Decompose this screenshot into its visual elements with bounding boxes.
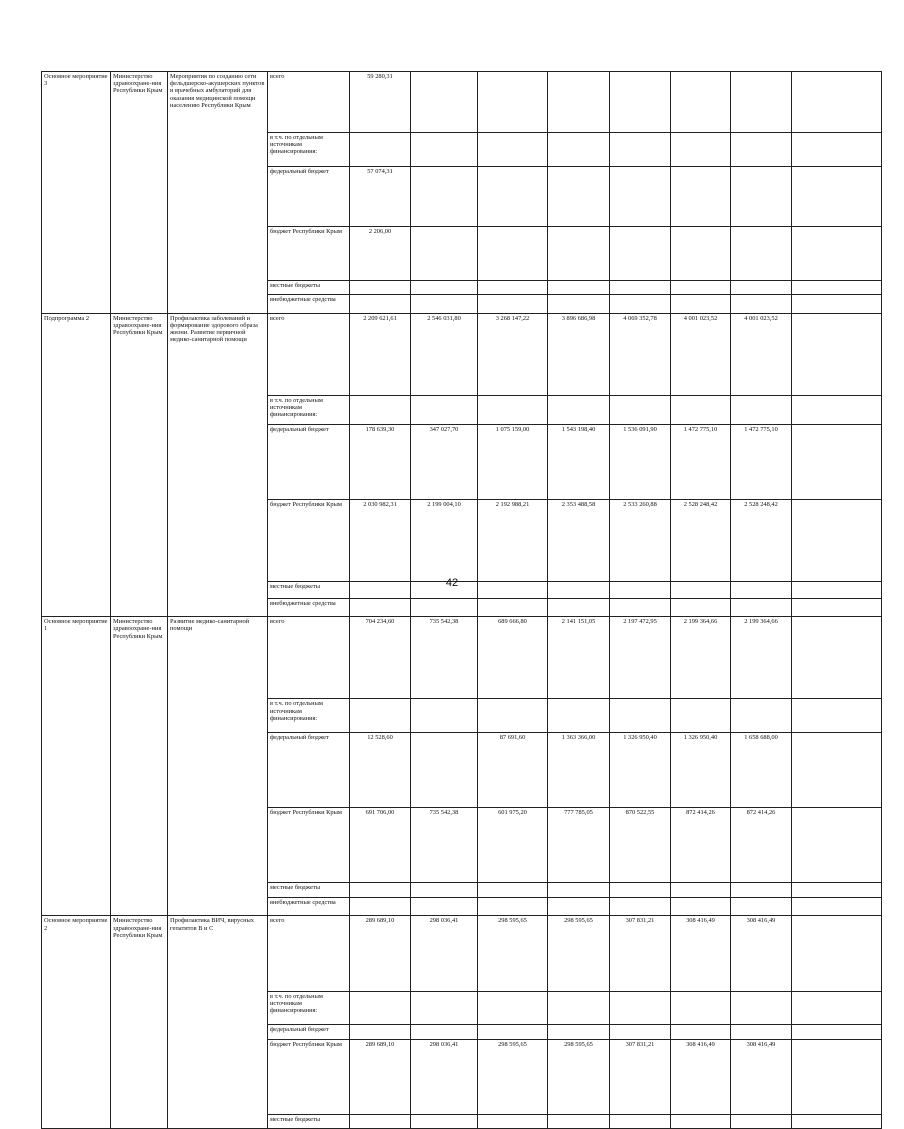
description-cell: Мероприятия по созданию сети фельдшерско-акушерских пунктов и врачебных амбулаторий для оказания медицинской помощи населению Республики Крым <box>168 72 268 314</box>
year-value-cell <box>671 280 731 294</box>
year-value-cell <box>548 72 610 133</box>
year-value-cell: 872 414,26 <box>671 808 731 883</box>
document-page <box>41 71 881 1123</box>
year-value-cell: 2 528 248,42 <box>671 499 731 581</box>
year-value-cell: 2 209 621,61 <box>350 313 411 395</box>
year-value-cell: 777 785,05 <box>548 808 610 883</box>
year-value-cell: 298 595,65 <box>478 916 548 991</box>
year-value-cell <box>792 808 882 883</box>
year-value-cell <box>478 166 548 227</box>
year-value-cell: 1 472 775,10 <box>731 424 792 499</box>
funding-source-cell: федеральный бюджет <box>268 1024 350 1039</box>
year-value-cell <box>731 280 792 294</box>
year-value-cell: 298 595,65 <box>478 1039 548 1114</box>
year-value-cell <box>792 1024 882 1039</box>
year-value-cell: 704 234,60 <box>350 617 411 699</box>
table-body <box>42 72 882 1129</box>
year-value-cell <box>350 294 411 313</box>
funding-source-cell: в т.ч. по отдельным источникам финансирования: <box>268 991 350 1024</box>
year-value-cell <box>731 166 792 227</box>
year-value-cell <box>610 132 671 166</box>
year-value-cell <box>671 1024 731 1039</box>
executor-cell: Министерство здравоохране-ния Республики Крым <box>111 617 168 916</box>
executor-cell: Министерство здравоохране-ния Республики Крым <box>111 313 168 617</box>
description-cell: Развитие медико-санитарной помощи <box>168 617 268 916</box>
year-value-cell <box>548 395 610 424</box>
year-value-cell <box>478 227 548 280</box>
year-value-cell <box>548 1114 610 1128</box>
year-value-cell <box>792 883 882 898</box>
year-value-cell <box>731 1114 792 1128</box>
year-value-cell: 1 326 950,40 <box>671 733 731 808</box>
year-value-cell <box>610 227 671 280</box>
year-value-cell: 601 975,20 <box>478 808 548 883</box>
year-value-cell: 1 075 159,00 <box>478 424 548 499</box>
year-value-cell <box>411 280 478 294</box>
year-value-cell: 2 533 260,88 <box>610 499 671 581</box>
year-value-cell <box>478 699 548 733</box>
year-value-cell <box>350 991 411 1024</box>
year-value-cell: 691 706,00 <box>350 808 411 883</box>
year-value-cell: 12 528,60 <box>350 733 411 808</box>
funding-source-cell: всего <box>268 916 350 991</box>
year-value-cell <box>478 132 548 166</box>
year-value-cell <box>548 991 610 1024</box>
year-value-cell: 2 199 004,10 <box>411 499 478 581</box>
program-name-cell: Подпрограмма 2 <box>42 313 111 617</box>
year-value-cell <box>411 1114 478 1128</box>
year-value-cell <box>792 991 882 1024</box>
year-value-cell <box>350 280 411 294</box>
year-value-cell: 1 472 775,10 <box>671 424 731 499</box>
description-cell: Профилактика заболеваний и формирование здорового образа жизни. Развитие первичной медико-санитарной помощи <box>168 313 268 617</box>
year-value-cell: 3 268 147,22 <box>478 313 548 395</box>
year-value-cell <box>610 1114 671 1128</box>
year-value-cell <box>671 883 731 898</box>
year-value-cell: 59 280,31 <box>350 72 411 133</box>
year-value-cell <box>610 599 671 617</box>
year-value-cell: 1 543 198,40 <box>548 424 610 499</box>
funding-source-cell: внебюджетные средства <box>268 599 350 617</box>
year-value-cell <box>411 166 478 227</box>
year-value-cell <box>731 1024 792 1039</box>
year-value-cell: 347 027,70 <box>411 424 478 499</box>
funding-source-cell: федеральный бюджет <box>268 733 350 808</box>
year-value-cell: 2 141 151,05 <box>548 617 610 699</box>
year-value-cell: 57 074,31 <box>350 166 411 227</box>
year-value-cell <box>671 72 731 133</box>
year-value-cell <box>731 699 792 733</box>
year-value-cell <box>350 1114 411 1128</box>
table-row <box>42 72 882 133</box>
year-value-cell: 307 831,21 <box>610 1039 671 1114</box>
year-value-cell <box>671 991 731 1024</box>
year-value-cell <box>411 294 478 313</box>
year-value-cell <box>478 599 548 617</box>
executor-cell: Министерство здравоохране-ния Республики Крым <box>111 916 168 1128</box>
year-value-cell <box>610 395 671 424</box>
funding-source-cell: местные бюджеты <box>268 883 350 898</box>
year-value-cell <box>478 1024 548 1039</box>
year-value-cell <box>792 395 882 424</box>
year-value-cell <box>792 599 882 617</box>
year-value-cell <box>792 72 882 133</box>
year-value-cell: 298 595,65 <box>548 1039 610 1114</box>
year-value-cell <box>411 72 478 133</box>
year-value-cell <box>478 395 548 424</box>
funding-source-cell: бюджет Республики Крым <box>268 808 350 883</box>
year-value-cell <box>548 883 610 898</box>
year-value-cell <box>792 1114 882 1128</box>
year-value-cell <box>548 898 610 916</box>
year-value-cell <box>478 991 548 1024</box>
year-value-cell: 298 595,65 <box>548 916 610 991</box>
year-value-cell <box>411 883 478 898</box>
year-value-cell <box>792 280 882 294</box>
year-value-cell: 2 192 988,21 <box>478 499 548 581</box>
year-value-cell: 2 353 488,58 <box>548 499 610 581</box>
year-value-cell: 1 658 688,00 <box>731 733 792 808</box>
year-value-cell: 689 666,80 <box>478 617 548 699</box>
program-name-cell: Основное мероприятие 2 <box>42 916 111 1128</box>
year-value-cell <box>792 898 882 916</box>
page-number: 42 <box>445 577 459 589</box>
year-value-cell <box>731 991 792 1024</box>
year-value-cell <box>610 166 671 227</box>
year-value-cell <box>548 166 610 227</box>
year-value-cell <box>792 916 882 991</box>
year-value-cell <box>792 499 882 581</box>
funding-source-cell: местные бюджеты <box>268 280 350 294</box>
year-value-cell <box>411 227 478 280</box>
year-value-cell <box>610 991 671 1024</box>
funding-source-cell: местные бюджеты <box>268 582 350 599</box>
year-value-cell <box>731 395 792 424</box>
year-value-cell <box>610 883 671 898</box>
year-value-cell: 308 416,49 <box>731 1039 792 1114</box>
year-value-cell: 2 206,00 <box>350 227 411 280</box>
year-value-cell <box>350 1024 411 1039</box>
year-value-cell: 1 536 091,90 <box>610 424 671 499</box>
year-value-cell <box>792 132 882 166</box>
year-value-cell <box>478 294 548 313</box>
year-value-cell <box>610 699 671 733</box>
year-value-cell <box>792 1039 882 1114</box>
year-value-cell: 3 896 686,98 <box>548 313 610 395</box>
funding-source-cell: внебюджетные средства <box>268 898 350 916</box>
year-value-cell <box>671 898 731 916</box>
funding-source-cell: всего <box>268 313 350 395</box>
year-value-cell <box>671 699 731 733</box>
year-value-cell <box>610 280 671 294</box>
funding-source-cell: федеральный бюджет <box>268 424 350 499</box>
year-value-cell <box>478 72 548 133</box>
year-value-cell: 2 528 248,42 <box>731 499 792 581</box>
year-value-cell: 2 197 472,95 <box>610 617 671 699</box>
funding-source-cell: в т.ч. по отдельным источникам финансирования: <box>268 132 350 166</box>
program-name-cell: Основное мероприятие 3 <box>42 72 111 314</box>
year-value-cell <box>478 1114 548 1128</box>
year-value-cell: 2 546 031,80 <box>411 313 478 395</box>
year-value-cell <box>731 72 792 133</box>
funding-source-cell: в т.ч. по отдельным источникам финансирования: <box>268 395 350 424</box>
year-value-cell <box>478 280 548 294</box>
year-value-cell <box>411 1024 478 1039</box>
year-value-cell: 4 001 023,52 <box>671 313 731 395</box>
year-value-cell <box>350 599 411 617</box>
year-value-cell <box>478 898 548 916</box>
program-name-cell: Основное мероприятие 1 <box>42 617 111 916</box>
year-value-cell: 870 522,55 <box>610 808 671 883</box>
year-value-cell <box>792 313 882 395</box>
year-value-cell <box>411 699 478 733</box>
description-cell: Профилактика ВИЧ, вирусных гепатитов В и С <box>168 916 268 1128</box>
year-value-cell <box>731 898 792 916</box>
year-value-cell <box>731 227 792 280</box>
year-value-cell <box>350 699 411 733</box>
financing-table <box>41 71 882 1129</box>
year-value-cell <box>478 883 548 898</box>
year-value-cell <box>792 733 882 808</box>
year-value-cell <box>610 1024 671 1039</box>
year-value-cell: 735 542,38 <box>411 617 478 699</box>
year-value-cell <box>792 617 882 699</box>
year-value-cell <box>671 599 731 617</box>
funding-source-cell: всего <box>268 617 350 699</box>
funding-source-cell: бюджет Республики Крым <box>268 1039 350 1114</box>
year-value-cell: 735 542,38 <box>411 808 478 883</box>
year-value-cell <box>671 1114 731 1128</box>
year-value-cell <box>411 991 478 1024</box>
year-value-cell <box>671 294 731 313</box>
year-value-cell <box>610 72 671 133</box>
year-value-cell <box>411 132 478 166</box>
funding-source-cell: местные бюджеты <box>268 1114 350 1128</box>
funding-source-cell: внебюджетные средства <box>268 294 350 313</box>
year-value-cell <box>731 599 792 617</box>
funding-source-cell: бюджет Республики Крым <box>268 499 350 581</box>
year-value-cell: 308 416,49 <box>731 916 792 991</box>
year-value-cell: 2 199 364,66 <box>731 617 792 699</box>
year-value-cell: 308 416,49 <box>671 1039 731 1114</box>
year-value-cell: 307 831,21 <box>610 916 671 991</box>
funding-source-cell: бюджет Республики Крым <box>268 227 350 280</box>
year-value-cell: 289 689,10 <box>350 916 411 991</box>
funding-source-cell: в т.ч. по отдельным источникам финансирования: <box>268 699 350 733</box>
year-value-cell <box>350 898 411 916</box>
year-value-cell: 289 689,10 <box>350 1039 411 1114</box>
year-value-cell: 2 199 364,66 <box>671 617 731 699</box>
year-value-cell <box>411 898 478 916</box>
table-row <box>42 617 882 699</box>
year-value-cell <box>548 280 610 294</box>
year-value-cell <box>731 132 792 166</box>
year-value-cell: 178 639,30 <box>350 424 411 499</box>
year-value-cell <box>610 294 671 313</box>
funding-source-cell: всего <box>268 72 350 133</box>
funding-source-cell: федеральный бюджет <box>268 166 350 227</box>
year-value-cell <box>792 699 882 733</box>
year-value-cell <box>548 599 610 617</box>
year-value-cell <box>548 227 610 280</box>
year-value-cell <box>671 166 731 227</box>
year-value-cell <box>671 395 731 424</box>
year-value-cell <box>350 132 411 166</box>
year-value-cell <box>610 898 671 916</box>
year-value-cell: 308 416,49 <box>671 916 731 991</box>
year-value-cell <box>671 227 731 280</box>
year-value-cell <box>792 166 882 227</box>
year-value-cell <box>548 699 610 733</box>
year-value-cell <box>671 132 731 166</box>
year-value-cell <box>350 395 411 424</box>
year-value-cell <box>548 294 610 313</box>
year-value-cell: 2 030 982,31 <box>350 499 411 581</box>
executor-cell: Министерство здравоохране-ния Республики Крым <box>111 72 168 314</box>
year-value-cell <box>792 424 882 499</box>
year-value-cell <box>411 395 478 424</box>
year-value-cell <box>792 294 882 313</box>
year-value-cell <box>792 227 882 280</box>
year-value-cell: 872 414,26 <box>731 808 792 883</box>
year-value-cell <box>731 294 792 313</box>
year-value-cell <box>548 132 610 166</box>
year-value-cell: 4 001 023,52 <box>731 313 792 395</box>
year-value-cell <box>350 883 411 898</box>
year-value-cell: 1 326 950,40 <box>610 733 671 808</box>
year-value-cell <box>548 1024 610 1039</box>
year-value-cell: 87 691,60 <box>478 733 548 808</box>
year-value-cell: 298 036,41 <box>411 1039 478 1114</box>
year-value-cell: 1 363 366,00 <box>548 733 610 808</box>
year-value-cell <box>411 599 478 617</box>
table-row <box>42 313 882 395</box>
year-value-cell <box>411 733 478 808</box>
table-row <box>42 916 882 991</box>
year-value-cell: 298 036,41 <box>411 916 478 991</box>
year-value-cell <box>731 883 792 898</box>
year-value-cell: 4 069 352,78 <box>610 313 671 395</box>
